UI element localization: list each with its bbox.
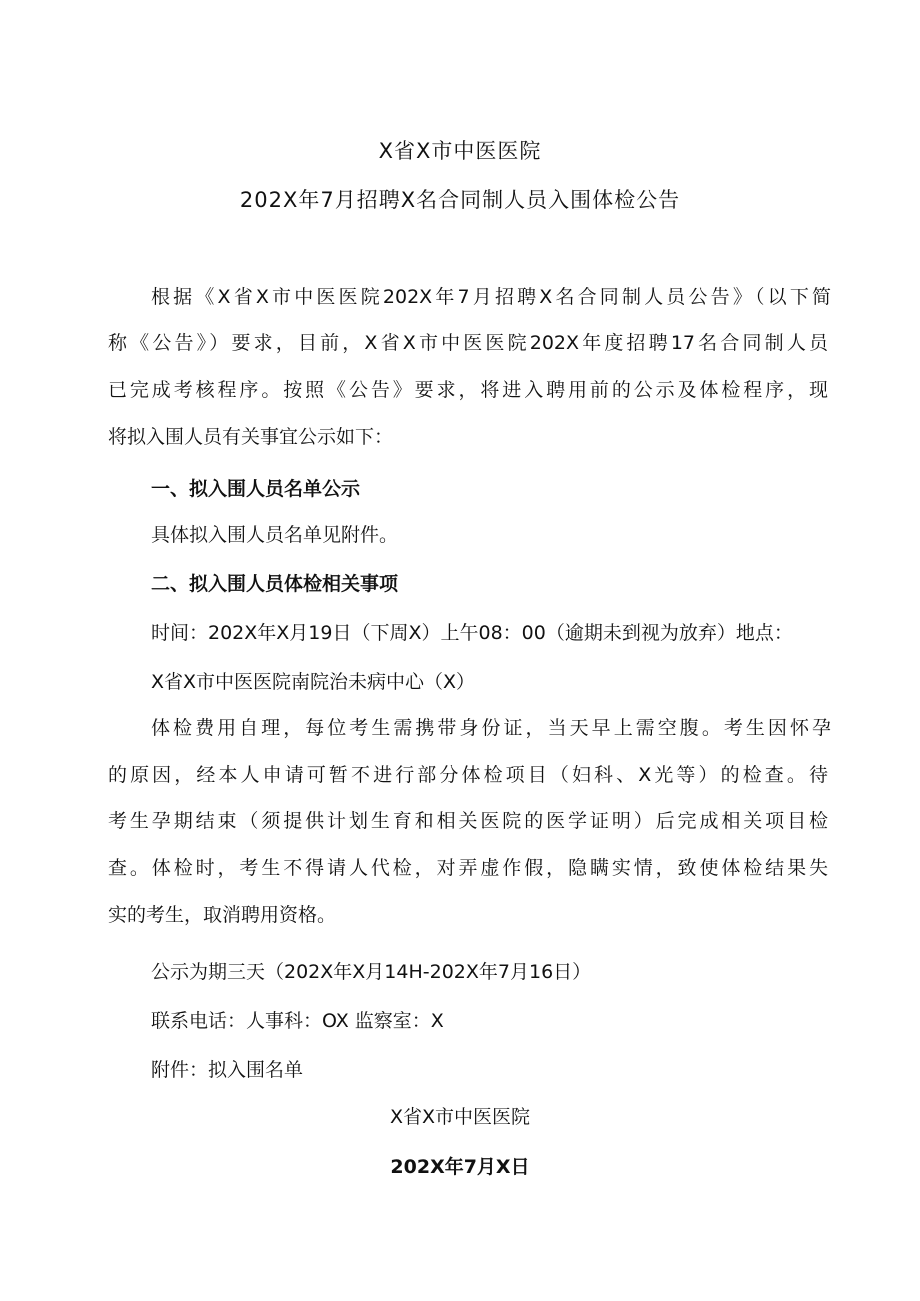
document-title-line2: 202X年7月招聘X名合同制人员入围体检公告 — [239, 188, 681, 212]
intro-paragraph-line-1: 根据《X省X市中医医院202X年7月招聘X名合同制人员公告》（以下简 — [151, 286, 831, 308]
exam-paragraph-line-4: 查。体检时，考生不得请人代检，对弄虚作假，隐瞒实情，致使体检结果失 — [108, 857, 828, 879]
exam-paragraph-line-5: 实的考生，取消聘用资格。 — [108, 904, 337, 926]
document-title-line1: X省X市中医医院 — [378, 139, 542, 163]
section2-heading: 二、拟入围人员体检相关事项 — [151, 573, 399, 595]
intro-paragraph-line-2: 称《公告》）要求，目前，X省X市中医医院202X年度招聘17名合同制人员 — [108, 332, 828, 354]
notice-period: 公示为期三天（202X年X月14H-202X年7月16日） — [151, 961, 592, 983]
section1-heading: 一、拟入围人员名单公示 — [151, 478, 361, 500]
exam-paragraph-line-3: 考生孕期结束（须提供计划生育和相关医院的医学证明）后完成相关项目检 — [108, 810, 828, 832]
exam-location-line: X省X市中医医院南院治未病中心（X） — [151, 671, 476, 693]
section1-text: 具体拟入围人员名单见附件。 — [151, 524, 399, 546]
attachment-note: 附件：拟入围名单 — [151, 1059, 304, 1081]
exam-time-line: 时间：202X年X月19日（下周X）上午08：00（逾期未到视为放弃）地点： — [151, 622, 793, 644]
contact-info: 联系电话：人事科：OX 监察室：X — [151, 1010, 444, 1032]
exam-paragraph-line-2: 的原因，经本人申请可暂不进行部分体检项目（妇科、X光等）的检查。待 — [108, 764, 828, 786]
signature-organization: X省X市中医医院 — [389, 1106, 531, 1128]
intro-paragraph-line-3: 已完成考核程序。按照《公告》要求，将进入聘用前的公示及体检程序，现 — [108, 379, 828, 401]
intro-paragraph-line-4: 将拟入围人员有关事宜公示如下： — [108, 426, 394, 448]
signature-date: 202X年7月X日 — [390, 1156, 530, 1178]
exam-paragraph-line-1: 体检费用自理，每位考生需携带身份证，当天早上需空腹。考生因怀孕 — [151, 717, 831, 739]
